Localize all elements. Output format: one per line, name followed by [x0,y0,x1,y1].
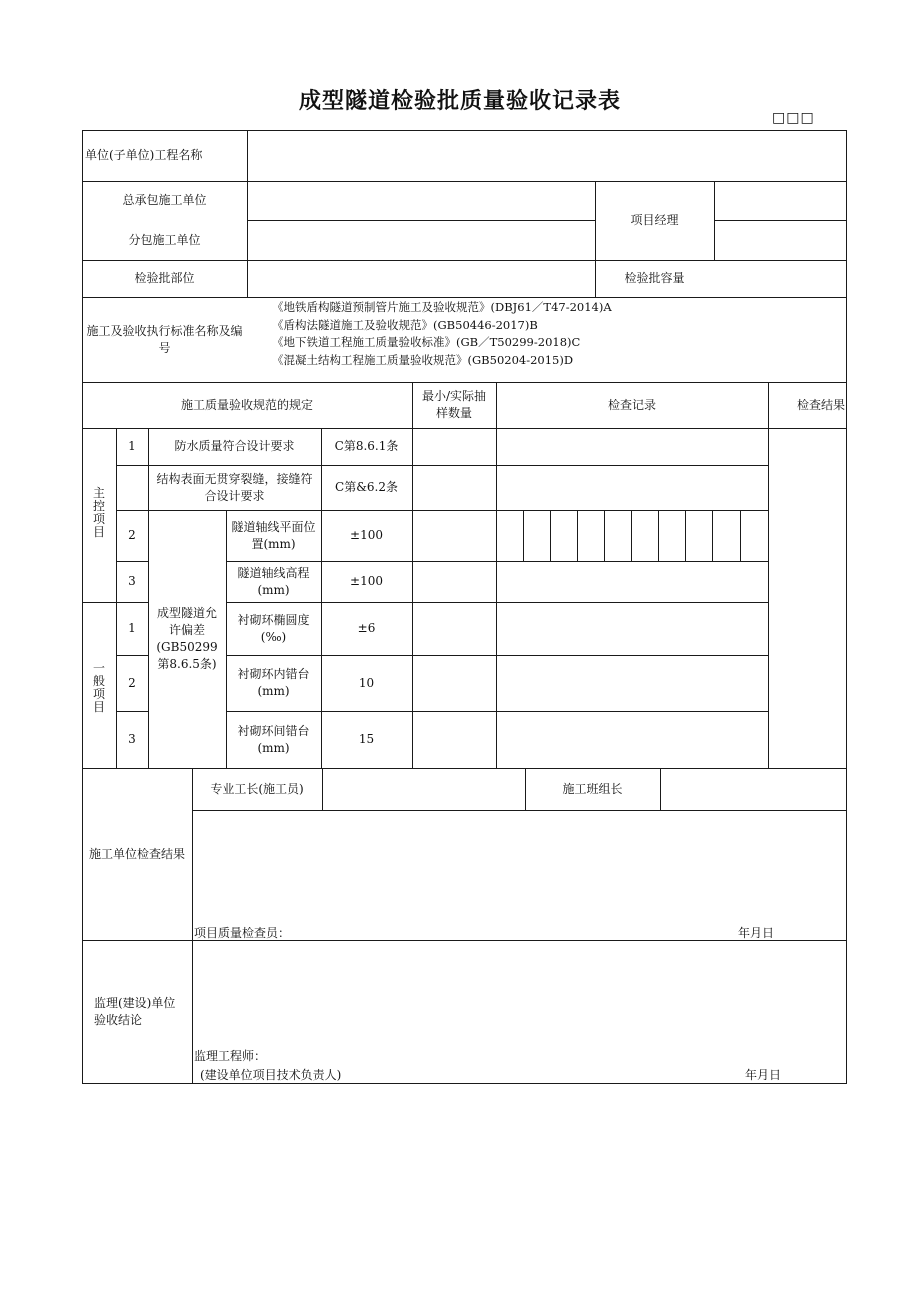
col-sample-line1: 最小/实际抽 [421,389,487,403]
rule [192,768,193,1084]
item-reference: 15 [358,732,375,746]
supervision-label-line2: 验收结论 [94,1012,143,1027]
item-reference: C第&6.2条 [335,480,398,494]
team-leader-field[interactable] [661,769,846,810]
record-grid-line [631,510,632,561]
supervision-label [82,940,192,1083]
project-manager-field[interactable] [715,182,846,220]
record-grid-line [658,510,659,561]
standard-item: 《地下铁道工程施工质量验收标准》(GB／T50299-2018)C [272,335,581,349]
item-number [116,465,148,510]
main-control-label: 主控项目 [92,486,105,539]
item-reference: ±6 [357,621,376,635]
foreman-label: 专业工长(施工员) [210,781,304,796]
supervision-date-label: 年月日 [745,1068,782,1082]
project-name-field[interactable] [248,131,846,181]
col-result-header: 检查结果 [796,397,845,412]
form-code-boxes: □□□ [772,110,815,126]
item-number: 3 [128,732,136,746]
item-description: 衬砌环椭圆度(‰) [237,612,310,644]
item-reference: ±100 [350,574,383,588]
foreman-field[interactable] [323,769,525,810]
general-contractor-label: 总承包施工单位 [122,193,207,207]
item-number: 1 [128,621,136,635]
record-grid-line [712,510,713,561]
supervision-label-line1: 监理(建设)单位 [94,995,176,1010]
record-grid-line [577,510,578,561]
inspection-location-field[interactable] [248,261,595,297]
standards-list [272,299,612,369]
project-manager-field-2[interactable] [715,221,846,260]
record-grid-line [604,510,605,561]
rule [412,382,413,768]
record-grid-line [523,510,524,561]
record-grid-line [740,510,741,561]
inspection-location-label: 检验批部位 [134,271,195,285]
col-sample-line2: 样数量 [435,406,472,420]
col-records-header: 检查记录 [607,397,656,412]
item-description: 衬砌环间错台(mm) [237,723,310,755]
item-reference: ±100 [350,528,383,542]
item-description: 结构表面无贯穿裂缝，接缝符合设计要求 [156,471,313,503]
standards-label: 施工及验收执行标准名称及编号 [86,323,243,355]
inspection-capacity-label: 检验批容量 [624,271,685,285]
general-contractor-field[interactable] [248,182,595,220]
project-name-label: 单位(子单位)工程名称 [85,148,203,162]
item-number: 3 [128,574,136,588]
item-description: 衬砌环内错台(mm) [237,667,310,698]
item-reference: 10 [358,675,375,690]
general-items-label: 一般项目 [92,661,105,714]
col-sample-header [412,382,496,428]
rule [192,810,847,811]
rule [768,382,769,768]
owner-tech-lead-label: (建设单位项目技术负责人) [200,1068,342,1082]
item-description: 隧道轴线平面位置(mm) [231,519,316,551]
col-spec-header: 施工质量验收规范的规定 [180,397,313,412]
construction-check-label: 施工单位检查结果 [88,846,185,861]
item-reference: C第8.6.1条 [334,439,399,453]
standard-item: 《混凝土结构工程施工质量验收规范》(GB50204-2015)D [272,352,574,367]
standard-item: 《地铁盾构隧道预制管片施工及验收规范》(DBJ61／T47-2014)A [272,300,612,314]
record-grid-line [685,510,686,561]
subcontractor-label: 分包施工单位 [128,232,201,247]
item-number: 2 [128,528,136,542]
item-number: 1 [128,439,136,453]
subcontractor-field[interactable] [248,221,595,260]
team-leader-label: 施工班组长 [562,781,623,796]
project-manager-label: 项目经理 [630,213,679,227]
record-grid-line [550,510,551,561]
form-title: 成型隧道检验批质量验收记录表 [298,89,621,114]
acceptance-form-table [82,130,847,1084]
table-border-bottom [82,1083,847,1084]
tolerance-group-label: 成型隧道允许偏差(GB50299第8.6.5条) [156,606,218,671]
item-description: 防水质量符合设计要求 [174,439,295,453]
item-description: 隧道轴线高程(mm) [237,565,310,597]
supervising-engineer-label: 监理工程师： [194,1049,267,1063]
inspection-capacity-field[interactable] [715,261,846,297]
rule [496,382,497,768]
construction-date-label: 年月日 [738,926,775,940]
quality-inspector-label: 项目质量检查员： [194,926,291,940]
item-number: 2 [128,675,136,690]
table-border-right [846,130,847,1084]
standard-item: 《盾构法隧道施工及验收规范》(GB50446-2017)B [272,317,538,332]
